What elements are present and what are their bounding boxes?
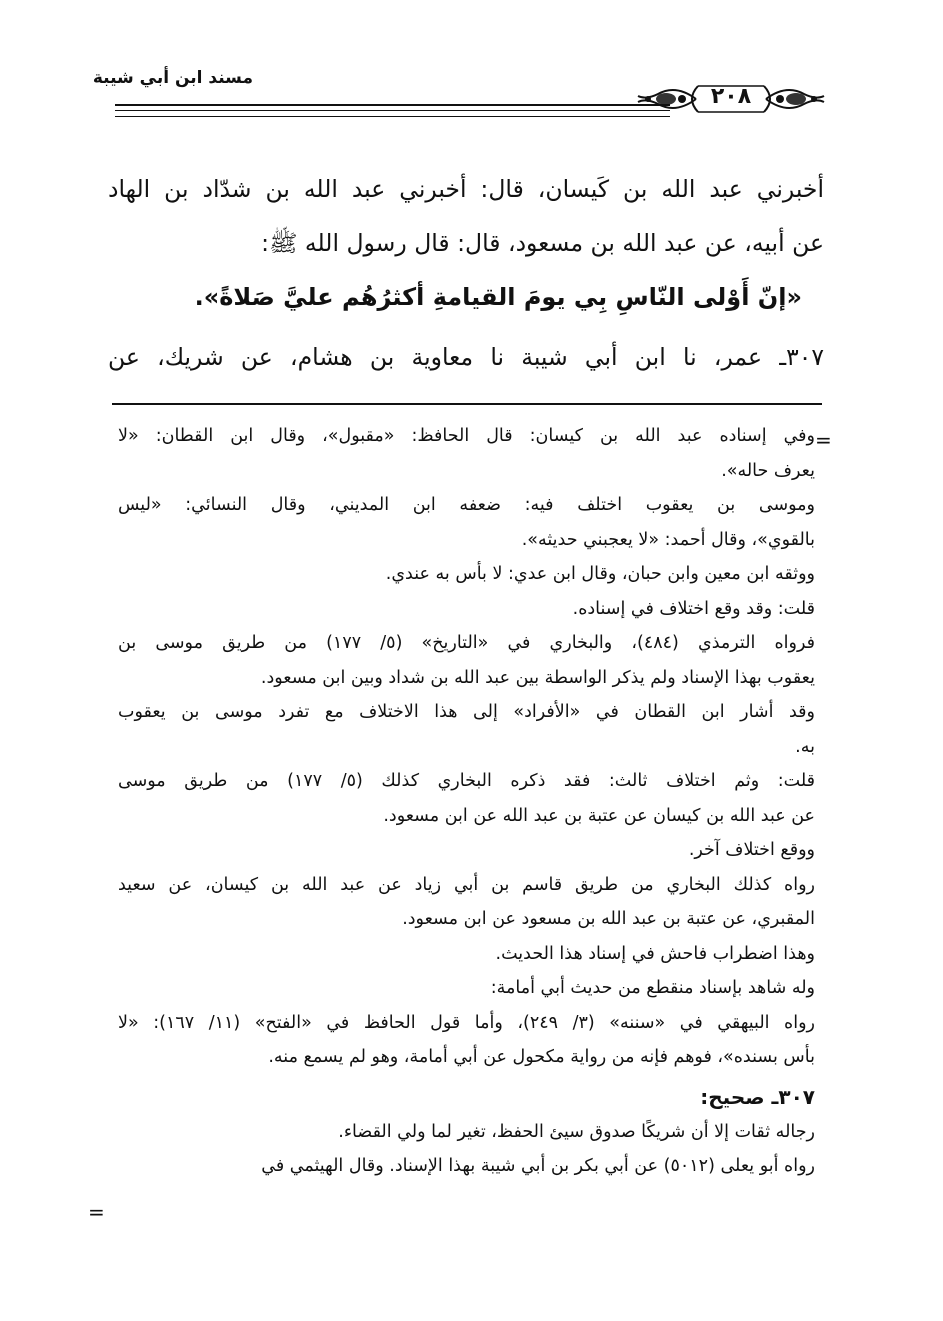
footnote-line: وموسى بن يعقوب اختلف فيه: ضعفه ابن المديني، وقال النسائي: «ليس xyxy=(118,495,815,515)
running-header-title: مسند ابن أبي شيبة xyxy=(92,68,253,88)
footnote-heading: ٣٠٧ـ صحيح: xyxy=(700,1084,815,1109)
footnote-line: قلت: وثم اختلاف ثالث: فقد ذكره البخاري كذلك (٥/ ١٧٧) من طريق موسى xyxy=(118,771,815,791)
footnotes xyxy=(118,419,815,1184)
continuation-mark-bottom: = xyxy=(88,1200,105,1224)
footnote-line: يعرف حاله». xyxy=(721,460,815,481)
footnote-line: وله شاهد بإسناد منقطع من حديث أبي أمامة: xyxy=(490,978,815,998)
footnote-line: عن عبد الله بن كيسان عن عتبة بن عبد الله عن ابن مسعود. xyxy=(383,805,815,826)
header-rule xyxy=(115,116,670,117)
footnote-line: المقبري، عن عتبة بن عبد الله بن مسعود عن ابن مسعود. xyxy=(402,909,815,929)
main-line: أخبرني عبد الله بن كَيسان، قال: أخبرني عبد الله بن شدّاد بن الهاد xyxy=(108,175,824,203)
footnote-line: رواه البيهقي في «سننه» (٣/ ٢٤٩)، وأما قول الحافظ في «الفتح» (١١/ ١٦٧): «لا xyxy=(118,1012,815,1033)
footnote-line: رجاله ثقات إلا أن شريكًا صدوق سيئ الحفظ، تغير لما ولي القضاء. xyxy=(338,1121,815,1142)
footnote-line: وهذا اضطراب فاحش في إسناد هذا الحديث. xyxy=(495,943,815,964)
footnote-line: وقد أشار ابن القطان في «الأفراد» إلى هذا الاختلاف مع تفرد موسى بن يعقوب xyxy=(118,702,815,722)
continuation-mark-top: = xyxy=(815,428,832,452)
header-rule xyxy=(115,110,670,111)
main-line: ٣٠٧ـ عمر، نا ابن أبي شيبة نا معاوية بن هشام، عن شريك، عن xyxy=(108,343,824,371)
footnote-line: وفي إسناده عبد الله بن كيسان: قال الحافظ: «مقبول»، وقال ابن القطان: «لا xyxy=(118,426,815,446)
main-line: عن أبيه، عن عبد الله بن مسعود، قال: قال رسول الله ﷺ: xyxy=(261,229,824,257)
footnote-line: ووقع اختلاف آخر. xyxy=(688,840,815,860)
footnote-line: قلت: وقد وقع اختلاف في إسناده. xyxy=(572,598,815,619)
footnote-line: فرواه الترمذي (٤٨٤)، والبخاري في «التاريخ» (٥/ ١٧٧) من طريق موسى بن xyxy=(118,633,816,653)
footnote-line: بالقوي»، وقال أحمد: «لا يعجبني حديثه». xyxy=(521,529,815,550)
footnote-line: يعقوب بهذا الإسناد ولم يذكر الواسطة بين عبد الله بن شداد وبين ابن مسعود. xyxy=(260,667,815,688)
footnote-line: به. xyxy=(795,736,815,757)
page-number: ٢٠٨ xyxy=(710,84,752,109)
header-rule xyxy=(115,104,670,106)
footnote-line: رواه كذلك البخاري من طريق قاسم بن أبي زياد عن عبد الله بن كيسان، عن سعيد xyxy=(118,874,815,895)
footnote-separator xyxy=(112,403,822,405)
footnote-line: ووثقه ابن معين وابن حبان، وقال ابن عدي: لا بأس به عندي. xyxy=(385,564,815,584)
footnote-line: رواه أبو يعلى (٥٠١٢) عن أبي بكر بن أبي شيبة بهذا الإسناد. وقال الهيثمي في xyxy=(261,1156,815,1176)
hadith-text: «إنّ أَوْلى النّاسِ بِي يومَ القيامةِ أكثرُهُم عليَّ صَلاةً». xyxy=(194,283,802,311)
main-text xyxy=(108,162,824,384)
footnote-line: بأس بسنده»، فوهم فإنه من رواية مكحول عن أبي أمامة، وهو لم يسمع منه. xyxy=(268,1047,815,1067)
